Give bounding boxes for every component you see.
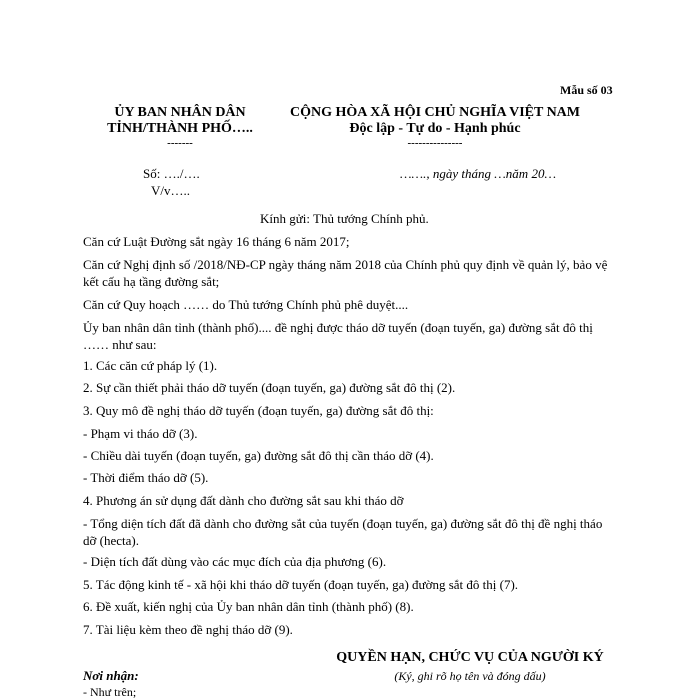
subject-line: V/v….. xyxy=(151,183,190,198)
authority-line-1: ỦY BAN NHÂN DÂN xyxy=(114,105,246,120)
signature-note: (Ký, ghi rõ họ tên và đóng dấu) xyxy=(394,669,546,683)
list-item-4a: - Tổng diện tích đất đã dành cho đường sắt của tuyến (đoạn tuyến, ga) đường sắt đô thị đề nghị tháo dỡ (hecta). xyxy=(83,516,603,548)
body-para-decree: Căn cứ Nghị định số /2018/NĐ-CP ngày tháng năm 2018 của Chính phủ quy định về quản lý, bảo vệ kết cấu hạ tầng đường sắt; xyxy=(83,257,608,289)
motto-rule: --------------- xyxy=(407,137,463,149)
list-item-4: 4. Phương án sử dụng đất dành cho đường sắt sau khi tháo dỡ xyxy=(83,493,404,508)
body-para-request: Ủy ban nhân dân tỉnh (thành phố).... đề nghị được tháo dỡ tuyến (đoạn tuyến, ga) đường sắt đô thị …… như sau: xyxy=(83,320,593,352)
authority-rule: ------- xyxy=(167,137,193,149)
list-item-6: 6. Đề xuất, kiến nghị của Ủy ban nhân dân tỉnh (thành phố) (8). xyxy=(83,599,414,614)
authority-line-2: TỈNH/THÀNH PHỐ….. xyxy=(107,121,253,136)
signer-title: QUYỀN HẠN, CHỨC VỤ CỦA NGƯỜI KÝ xyxy=(336,650,604,665)
list-item-4b: - Diện tích đất dùng vào các mục đích của địa phương (6). xyxy=(83,554,387,569)
date-line: ……., ngày tháng …năm 20… xyxy=(400,166,557,181)
list-item-3c: - Thời điểm tháo dỡ (5). xyxy=(83,470,209,485)
recipients-label: Nơi nhận: xyxy=(83,668,139,683)
list-item-1: 1. Các căn cứ pháp lý (1). xyxy=(83,358,218,373)
list-item-3b: - Chiều dài tuyến (đoạn tuyến, ga) đường sắt đô thị cần tháo dỡ (4). xyxy=(83,448,434,463)
list-item-5: 5. Tác động kinh tế - xã hội khi tháo dỡ tuyến (đoạn tuyến, ga) đường sắt đô thị (7). xyxy=(83,577,519,592)
body-para-plan: Căn cứ Quy hoạch …… do Thủ tướng Chính phủ phê duyệt.... xyxy=(83,297,409,312)
recipients-item: - Như trên; xyxy=(83,685,137,699)
national-motto xyxy=(270,105,600,149)
form-number: Mẫu số 03 xyxy=(560,83,613,97)
country-name: CỘNG HÒA XÃ HỘI CHỦ NGHĨA VIỆT NAM xyxy=(289,105,580,120)
recipient-line: Kính gửi: Thủ tướng Chính phủ. xyxy=(260,211,429,226)
issuing-authority xyxy=(90,105,270,149)
list-item-3: 3. Quy mô đề nghị tháo dỡ tuyến (đoạn tuyến, ga) đường sắt đô thị: xyxy=(83,403,434,418)
list-item-7: 7. Tài liệu kèm theo đề nghị tháo dỡ (9). xyxy=(83,622,293,637)
document-number: Số: …./…. xyxy=(143,166,200,181)
list-item-3a: - Phạm vi tháo dỡ (3). xyxy=(83,426,198,441)
list-item-2: 2. Sự cần thiết phải tháo dỡ tuyến (đoạn tuyến, ga) đường sắt đô thị (2). xyxy=(83,380,456,395)
motto: Độc lập - Tự do - Hạnh phúc xyxy=(349,121,521,136)
body-para-law: Căn cứ Luật Đường sắt ngày 16 tháng 6 năm 2017; xyxy=(83,234,350,249)
